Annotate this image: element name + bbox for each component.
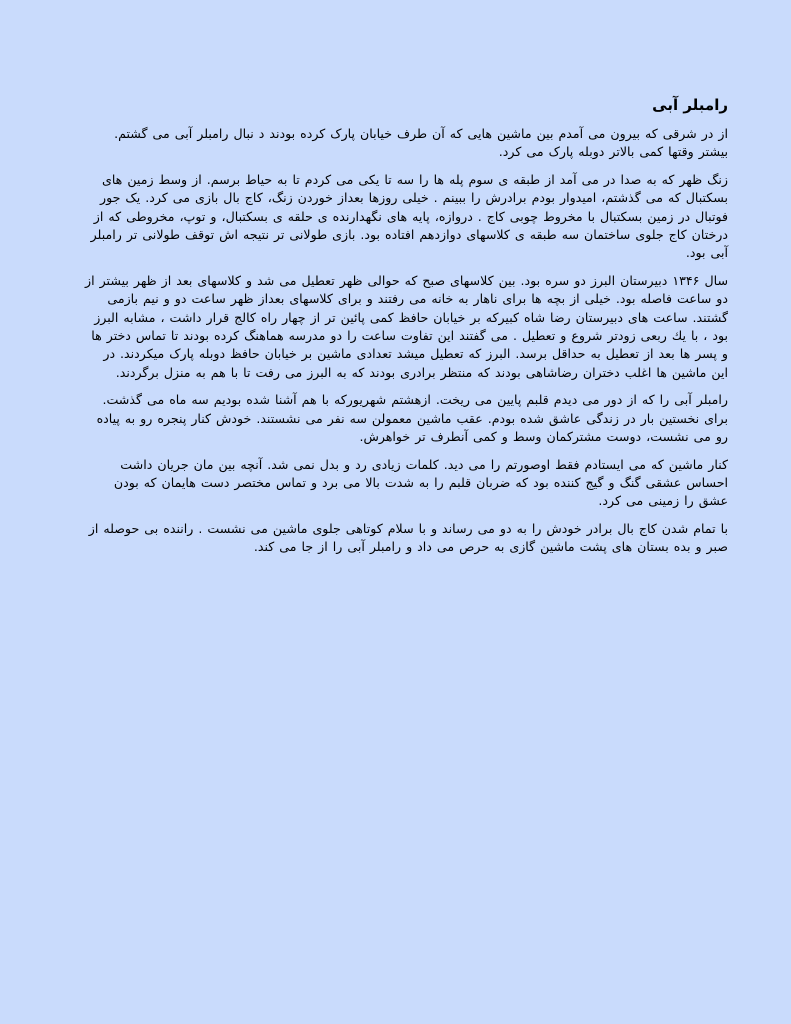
paragraph-6: با تمام شدن کاج بال برادر خودش را به دو می رساند و با سلام کوتاهی جلوی ماشین می نشست . راننده بی حوصله از صبر و بده بستان های پشت ماشین گازی به حرص می داد و رامبلر آبی را از جا می کند. (88, 520, 728, 555)
document-title: رامبلر آبی (652, 96, 728, 114)
paragraph-4: رامبلر آبی را که از دور می دیدم قلبم پایین می ریخت. ازهشتم شهریورکه با هم آشنا شده بودیم سه ماه می گذشت. برای نخستین بار در زندگی عاشق شده بودم. عقب ماشین معمولن سه نفر می نشستند. خودش کنار پنجره رو به پیاده رو می نشست، دوست مشترکمان وسط و کمی آنطرف تر خواهرش. (96, 392, 728, 445)
paragraph-5: کنار ماشین که می ایستادم فقط اوصورتم را می دید. کلمات زیادی رد و بدل نمی شد. آنچه بین مان جریان داشت احساس عشقی گنگ و گیج کننده بود که ضربان قلبم را به شدت بالا می برد و تماس مختصر دست هایمان که بودن عشق را زمینی می کرد. (113, 456, 728, 509)
paragraph-2: زنگ ظهر که به صدا در می آمد از طبقه ی سوم پله ها را سه تا یکی می کردم تا به حیاط برسم. از وسط زمین های بسکتبال که می گذشتم، امیدوار بودم برادرش را ببینم . خیلی روزها بعداز خوردن زنگ، کاج بال بازی می کرد. یک جور فوتبال در زمین بسکتبال با مخروط چوبی کاج . دروازه، پایه های نگهدارنده ی حلقه ی بسکتبال، و توپ، مخروطی که از درختان کاج جلوی ساختمان سه طبقه ی کلاسهای دوازدهم افتاده بود. بازی طولانی تر نتیجه اش توقف طولانی تر رامبلر آبی بود. (90, 171, 728, 261)
document-body (82, 94, 728, 566)
paragraph-1: از در شرقی که بیرون می آمدم بین ماشین هایی که آن طرف خیابان پارک کرده بودند د نبال رامبلر آبی می گشتم. بیشتر وقتها کمی بالاتر دوبله پارک می کرد. (114, 126, 728, 160)
paragraph-3: سال ۱۳۴۶ دبیرستان البرز دو سره بود. بین کلاسهای صبح که حوالی ظهر تعطیل می شد و کلاسهای بعد از ظهر بیشتر از دو ساعت فاصله بود. خیلی از بچه ها برای ناهار به خانه می رفتند و برای کلاسهای بعداز ظهر ساعت دو و نیم بازمی گشتند. ساعت های دبیرستان رضا شاه کبیرکه بر خیابان حافظ کمی پائین تر از چهار راه کالج قرار داشت ، مشابه البرز بود ، با یك ربعی زودتر شروع و تعطیل . می گفتند این تفاوت ساعت را دو مدرسه هماهنگ کرده بودند تا تماس دختر ها و پسر ها بعد از تعطیل به حداقل برسد. البرز که تعطیل میشد تعدادی ماشین بر خیابان حافظ دوبله پارک میکردند. در این ماشین ها اغلب دختران رضاشاهی بودند که منتظر برادری بودند که به البرز می رفت تا با هم به منزل برگردند. (85, 272, 728, 380)
